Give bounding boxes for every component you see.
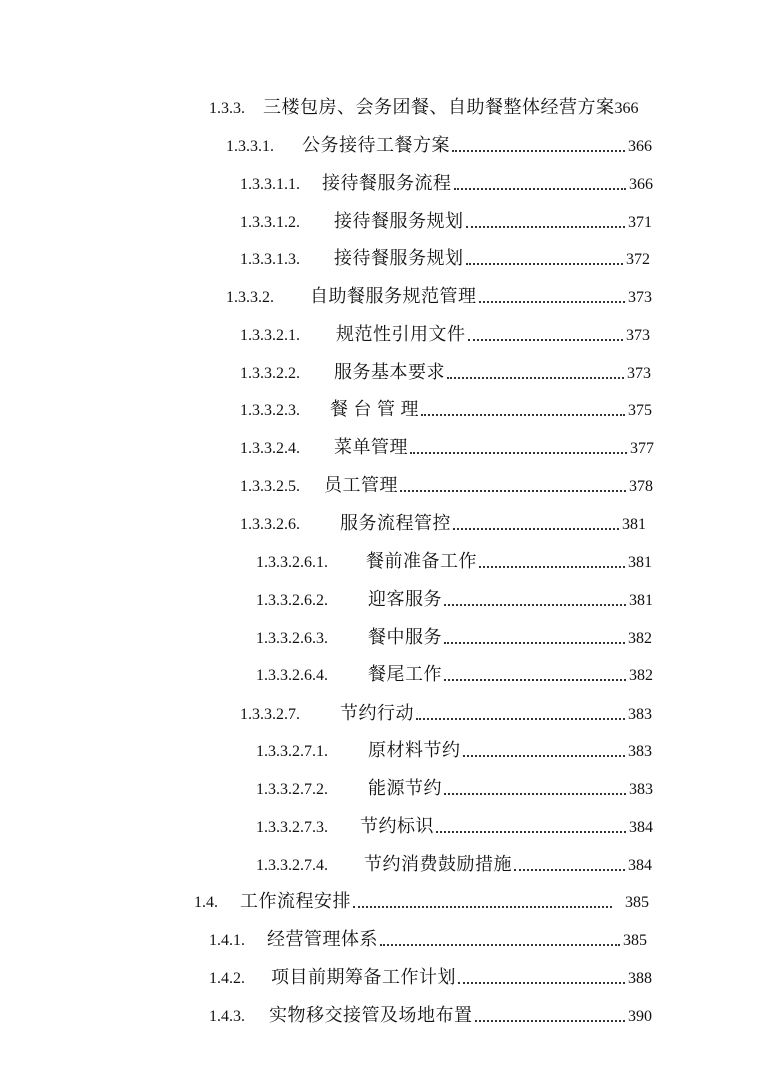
toc-entry[interactable] (256, 548, 652, 574)
toc-leader-dots (479, 566, 625, 568)
toc-entry-title: 餐尾工作 (368, 664, 442, 684)
toc-entry-number: 1.3.3.2.1. (240, 327, 300, 344)
toc-entry[interactable] (256, 737, 652, 763)
toc-entry-title: 项目前期筹备工作计划 (271, 967, 456, 987)
toc-entry-page: 384 (628, 857, 652, 874)
toc-entry-title: 经营管理体系 (267, 929, 378, 949)
toc-entry[interactable] (240, 321, 650, 347)
toc-entry[interactable] (240, 245, 650, 271)
toc-entry-page: 390 (628, 1008, 652, 1025)
toc-entry-page: 382 (629, 667, 653, 684)
toc-entry-number: 1.4.2. (209, 970, 245, 987)
toc-entry[interactable] (209, 964, 652, 990)
toc-entry-page: 378 (629, 478, 653, 495)
toc-entry-number: 1.3.3.2.6.4. (256, 667, 328, 684)
toc-leader-dots (444, 679, 626, 681)
toc-entry[interactable] (209, 926, 647, 952)
toc-entry[interactable] (240, 396, 652, 422)
toc-entry-number: 1.3.3.2.5. (240, 478, 300, 495)
toc-entry-title: 规范性引用文件 (336, 324, 466, 344)
toc-entry-number: 1.4.1. (209, 932, 245, 949)
toc-entry[interactable] (256, 813, 653, 839)
toc-entry[interactable] (240, 510, 646, 536)
toc-leader-dots (475, 1020, 626, 1022)
toc-entry-number: 1.3.3.2.6.2. (256, 592, 328, 609)
toc-leader-dots (410, 452, 627, 454)
toc-entry-title: 服务流程管控 (340, 513, 451, 533)
toc-entry[interactable] (209, 94, 645, 120)
toc-entry-page: 366 (628, 138, 652, 155)
toc-entry[interactable] (240, 434, 654, 460)
toc-entry[interactable] (209, 1002, 652, 1028)
toc-entry-page: 373 (626, 327, 650, 344)
toc-entry-page: 382 (628, 630, 652, 647)
toc-entry-number: 1.3.3.2.3. (240, 402, 300, 419)
toc-entry-title: 餐中服务 (368, 627, 442, 647)
toc-entry-number: 1.3.3.1.1. (240, 176, 300, 193)
toc-leader-dots (466, 263, 624, 265)
toc-entry-number: 1.3.3.2.7.2. (256, 781, 328, 798)
toc-entry-title: 接待餐服务规划 (334, 211, 464, 231)
toc-entry-title: 节约标识 (360, 816, 434, 836)
toc-entry-number: 1.3.3. (209, 100, 245, 117)
toc-leader-dots (468, 339, 624, 341)
toc-entry-page: 388 (628, 970, 652, 987)
toc-leader-dots (463, 755, 626, 757)
toc-entry-page: 383 (628, 743, 652, 760)
toc-entry-title: 实物移交接管及场地布置 (269, 1005, 473, 1025)
toc-entry-page: 381 (629, 592, 653, 609)
toc-entry-number: 1.3.3.2.7. (240, 706, 300, 723)
toc-leader-dots (514, 869, 625, 871)
toc-entry-number: 1.3.3.2.6.1. (256, 554, 328, 571)
toc-entry[interactable] (240, 359, 651, 385)
toc-entry-title: 迎客服务 (368, 589, 442, 609)
toc-leader-dots (452, 150, 625, 152)
toc-entry-page: 381 (628, 554, 652, 571)
toc-entry[interactable] (226, 132, 652, 158)
toc-leader-dots (380, 944, 620, 946)
toc-leader-dots (353, 906, 612, 908)
toc-entry[interactable] (256, 851, 652, 877)
toc-entry-title: 节约行动 (340, 703, 414, 723)
toc-entry-number: 1.3.3.2.6.3. (256, 630, 328, 647)
toc-entry-title: 餐 台 管 理 (330, 399, 419, 419)
toc-entry-number: 1.3.3.1.2. (240, 214, 300, 231)
toc-leader-dots (479, 301, 626, 303)
toc-entry-number: 1.3.3.1.3. (240, 251, 300, 268)
toc-entry[interactable] (240, 208, 652, 234)
toc-entry-number: 1.4.3. (209, 1008, 245, 1025)
toc-entry-page: 371 (628, 214, 652, 231)
toc-entry-number: 1.3.3.2.7.3. (256, 819, 328, 836)
toc-leader-dots (466, 226, 626, 228)
toc-entry-page: 381 (622, 516, 646, 533)
toc-entry[interactable] (226, 283, 652, 309)
toc-entry-title: 员工管理 (324, 475, 398, 495)
toc-leader-dots (453, 528, 619, 530)
toc-entry-number: 1.3.3.2.7.1. (256, 743, 328, 760)
toc-entry-page: 384 (629, 819, 653, 836)
toc-leader-dots (458, 982, 625, 984)
toc-entry-title: 节约消费鼓励措施 (364, 854, 512, 874)
toc-entry-title: 服务基本要求 (334, 362, 445, 382)
toc-entry-page: 385 (623, 932, 647, 949)
toc-entry-number: 1.4. (194, 894, 218, 911)
toc-leader-dots (436, 831, 626, 833)
toc-entry[interactable] (256, 661, 653, 687)
toc-entry-page: 366 (614, 100, 639, 117)
toc-entry-page: 373 (627, 365, 651, 382)
toc-entry-title: 自助餐服务规范管理 (310, 286, 477, 306)
toc-leader-dots (447, 377, 624, 379)
toc-entry[interactable] (240, 170, 653, 196)
toc-entry-title: 菜单管理 (334, 437, 408, 457)
toc-entry-number: 1.3.3.2.7.4. (256, 857, 328, 874)
toc-entry[interactable] (256, 586, 653, 612)
toc-entry-number: 1.3.3.2.2. (240, 365, 300, 382)
toc-entry-title: 公务接待工餐方案 (302, 135, 450, 155)
toc-entry-page: 383 (628, 706, 652, 723)
toc-leader-dots (454, 188, 627, 190)
toc-leader-dots (400, 490, 626, 492)
toc-entry-page: 372 (626, 251, 650, 268)
toc-entry-number: 1.3.3.2. (226, 289, 274, 306)
toc-entry[interactable] (256, 624, 652, 650)
toc-entry[interactable] (256, 775, 653, 801)
toc-entry-number: 1.3.3.1. (226, 138, 274, 155)
toc-entry-page: 383 (629, 781, 653, 798)
toc-entry[interactable] (240, 472, 653, 498)
toc-entry-title: 接待餐服务规划 (334, 248, 464, 268)
toc-entry-page: 373 (628, 289, 652, 306)
toc-entry-page: 385 (625, 894, 649, 911)
toc-entry-title: 接待餐服务流程 (322, 173, 452, 193)
toc-entry-title: 原材料节约 (368, 740, 461, 760)
toc-leader-dots (421, 414, 625, 416)
toc-entry-number: 1.3.3.2.4. (240, 440, 300, 457)
toc-leader-dots (444, 642, 625, 644)
toc-entry-title: 能源节约 (368, 778, 442, 798)
toc-leader-dots (444, 793, 626, 795)
toc-entry-page: 377 (630, 440, 654, 457)
toc-entry-number: 1.3.3.2.6. (240, 516, 300, 533)
toc-entry-page: 366 (629, 176, 653, 193)
toc-entry[interactable] (194, 888, 649, 914)
toc-leader-dots (444, 604, 626, 606)
toc-entry-title: 三楼包房、会务团餐、自助餐整体经营方案 (263, 97, 615, 117)
toc-leader-dots (416, 718, 625, 720)
toc-entry-title: 餐前准备工作 (366, 551, 477, 571)
toc-entry-page: 375 (628, 402, 652, 419)
toc-entry[interactable] (240, 700, 652, 726)
toc-entry-title: 工作流程安排 (240, 891, 351, 911)
